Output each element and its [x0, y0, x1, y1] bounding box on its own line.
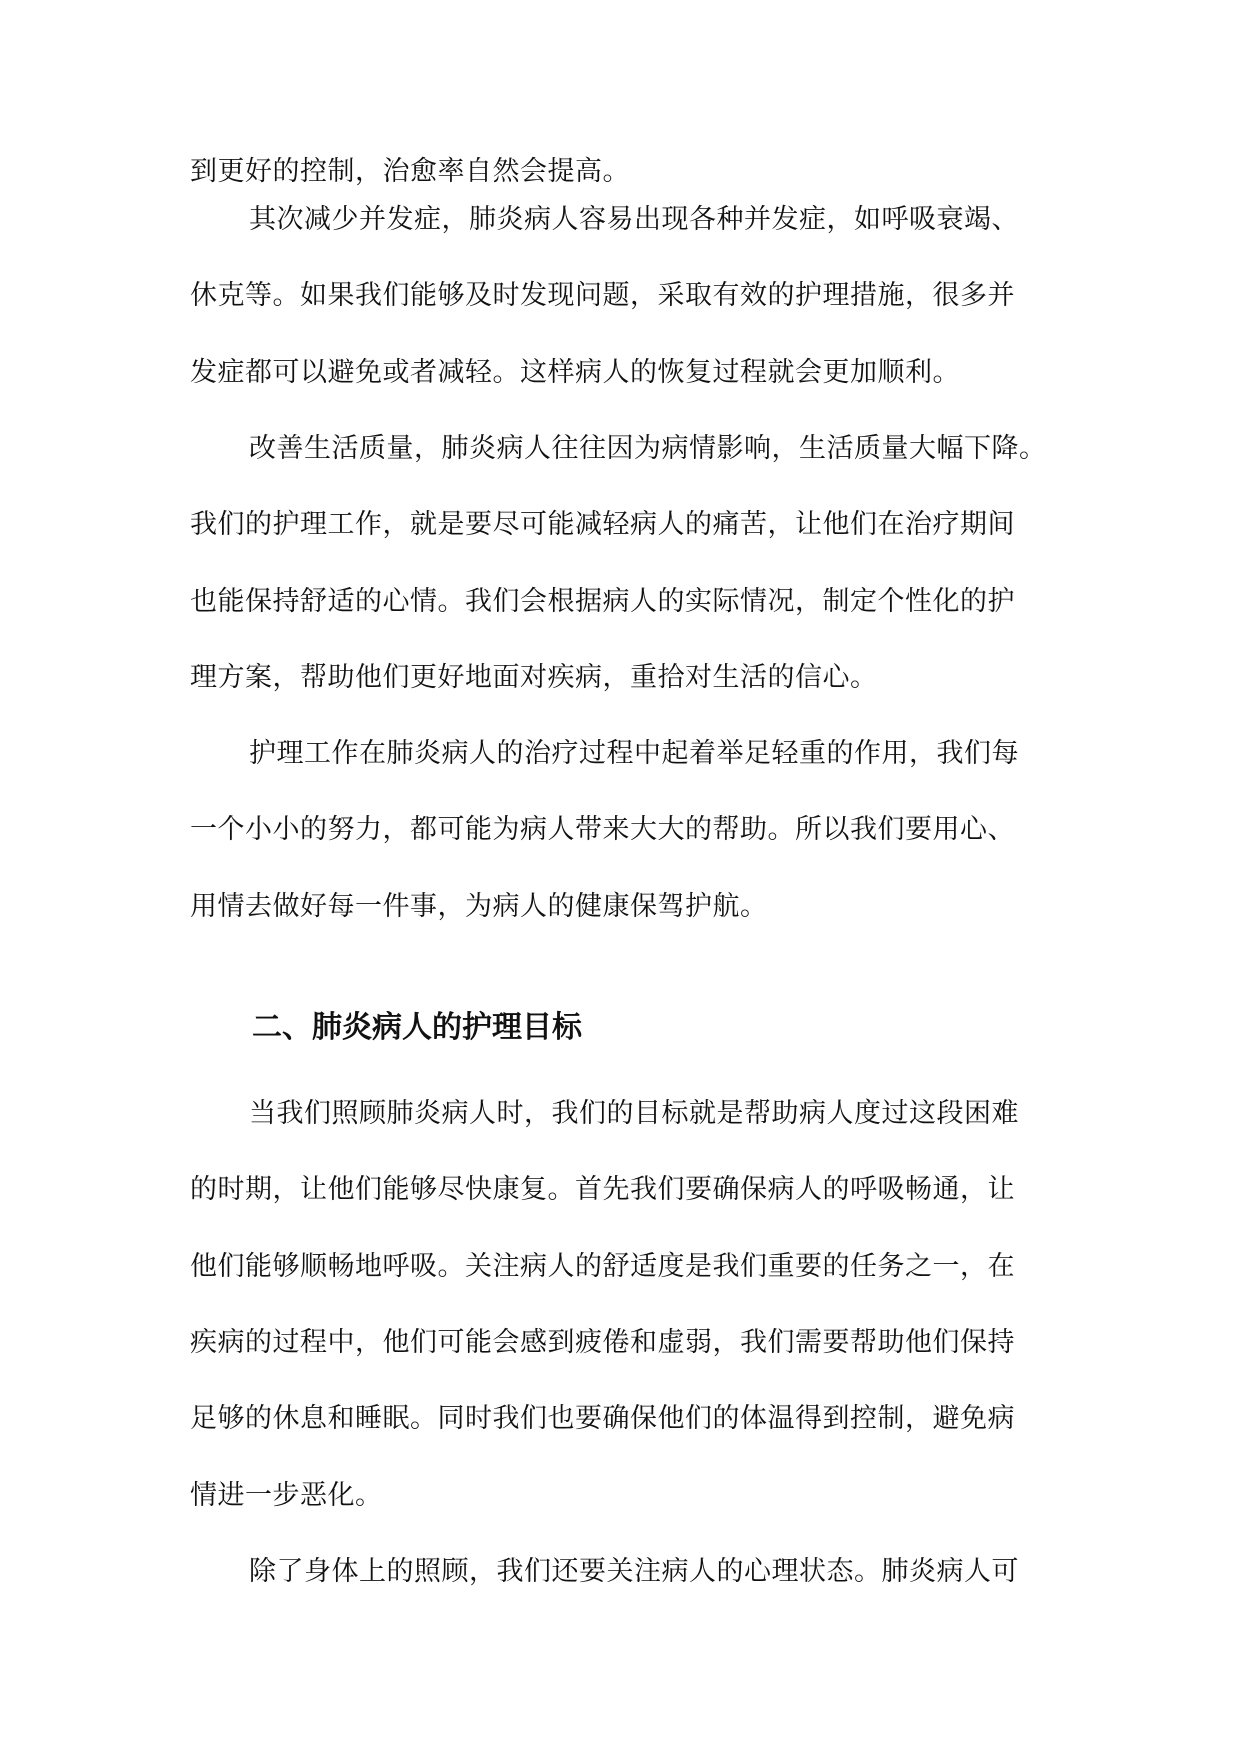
paragraph-line: 当我们照顾肺炎病人时，我们的目标就是帮助病人度过这段困难 [249, 1098, 1019, 1129]
paragraph-line: 一个小小的努力，都可能为病人带来大大的帮助。所以我们要用心、 [190, 814, 1015, 845]
paragraph-line: 疾病的过程中，他们可能会感到疲倦和虚弱，我们需要帮助他们保持 [190, 1327, 1015, 1358]
paragraph-line: 足够的休息和睡眠。同时我们也要确保他们的体温得到控制，避免病 [190, 1403, 1015, 1434]
paragraph-line: 用情去做好每一件事，为病人的健康保驾护航。 [190, 891, 768, 922]
paragraph-line: 护理工作在肺炎病人的治疗过程中起着举足轻重的作用，我们每 [249, 738, 1019, 769]
paragraph-line: 到更好的控制，治愈率自然会提高。 [190, 156, 630, 187]
paragraph-line: 也能保持舒适的心情。我们会根据病人的实际情况，制定个性化的护 [190, 586, 1015, 617]
paragraph-line: 除了身体上的照顾，我们还要关注病人的心理状态。肺炎病人可 [249, 1556, 1019, 1587]
paragraph-line: 理方案，帮助他们更好地面对疾病，重拾对生活的信心。 [190, 662, 878, 693]
paragraph-line: 休克等。如果我们能够及时发现问题，采取有效的护理措施，很多并 [190, 280, 1015, 311]
paragraph-line: 我们的护理工作，就是要尽可能减轻病人的痛苦，让他们在治疗期间 [190, 509, 1015, 540]
paragraph-line: 的时期，让他们能够尽快康复。首先我们要确保病人的呼吸畅通，让 [190, 1174, 1015, 1205]
paragraph-line: 其次减少并发症，肺炎病人容易出现各种并发症，如呼吸衰竭、 [249, 204, 1019, 235]
paragraph-line: 情进一步恶化。 [190, 1480, 383, 1511]
paragraph-line: 改善生活质量，肺炎病人往往因为病情影响，生活质量大幅下降。 [249, 433, 1047, 464]
paragraph-line: 发症都可以避免或者减轻。这样病人的恢复过程就会更加顺利。 [190, 357, 960, 388]
paragraph-line: 他们能够顺畅地呼吸。关注病人的舒适度是我们重要的任务之一，在 [190, 1251, 1015, 1282]
section-heading: 二、肺炎病人的护理目标 [252, 1010, 582, 1045]
